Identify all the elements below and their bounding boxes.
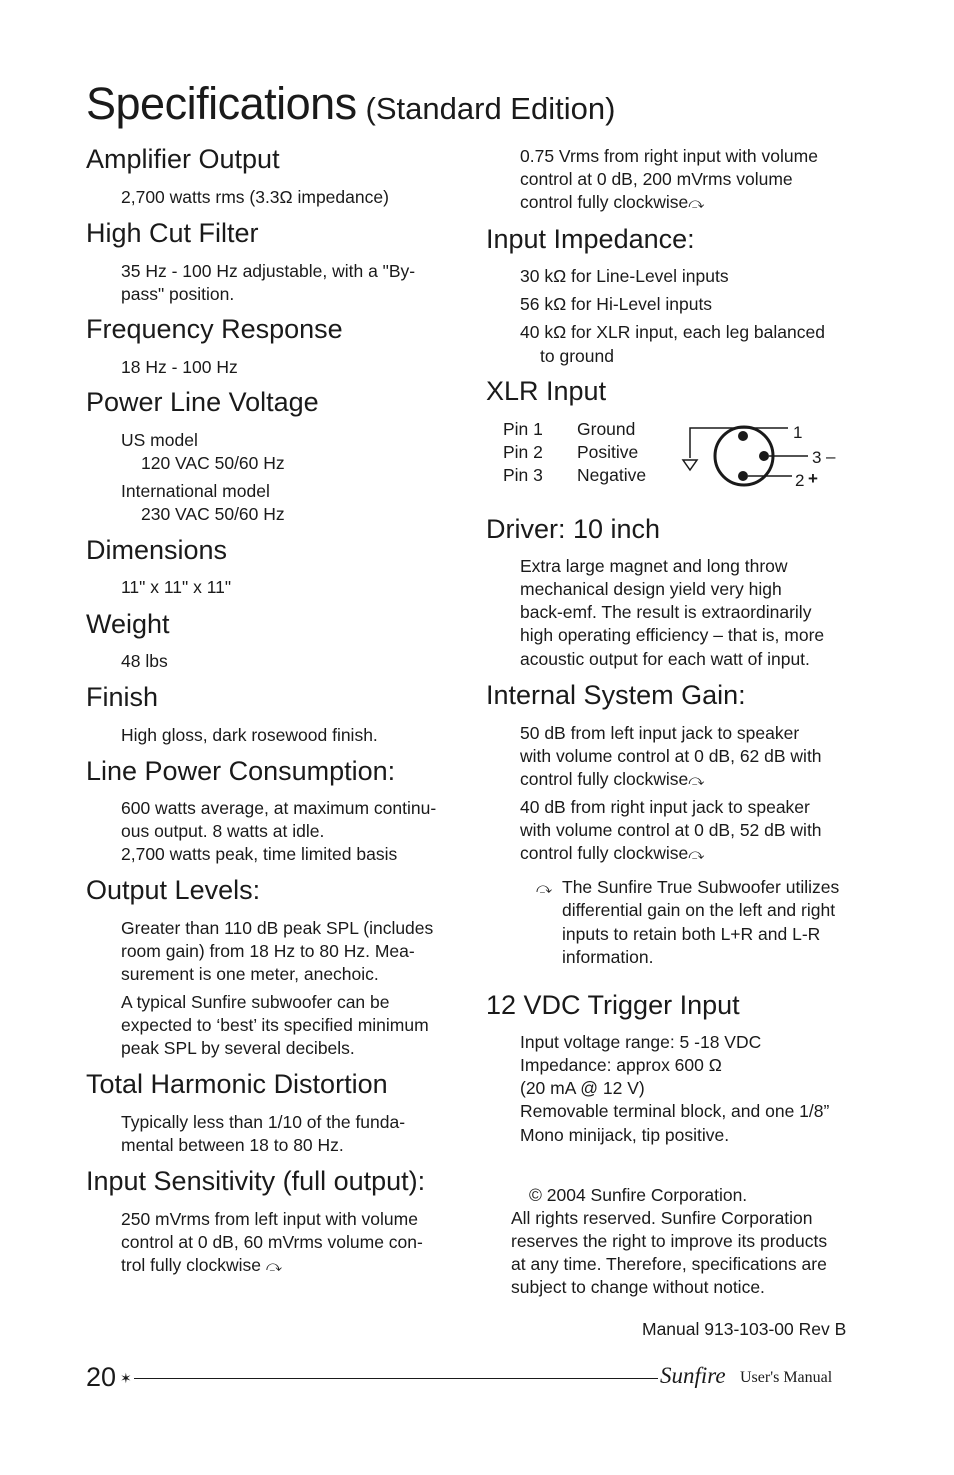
dimensions-value: 11" x 11" x 11": [121, 577, 232, 597]
input-sensitivity-line-2: control at 0 dB, 60 mVrms volume con-: [121, 1232, 423, 1252]
copyright-line-5: subject to change without notice.: [511, 1277, 765, 1297]
footer-rule: [134, 1378, 658, 1379]
input-sensitivity-line-6-text: control fully clockwise: [520, 192, 689, 212]
heading-internal-system-gain: Internal System Gain:: [486, 680, 746, 710]
copyright-line-4: at any time. Therefore, specifications are: [511, 1254, 827, 1274]
power-line-us-value: 120 VAC 50/60 Hz: [141, 453, 285, 473]
trigger-line-4: Removable terminal block, and one 1/8”: [520, 1101, 830, 1121]
input-impedance-line-2: 56 kΩ for Hi-Level inputs: [520, 294, 713, 314]
xlr-label-3-sign: –: [826, 447, 836, 466]
heading-xlr-input: XLR Input: [486, 376, 607, 406]
heading-line-power-consumption: Line Power Consumption:: [86, 756, 396, 786]
line-power-line-2: ous output. 8 watts at idle.: [121, 821, 325, 841]
gain-line-3: [520, 768, 704, 792]
input-sensitivity-line-3: [121, 1254, 282, 1278]
driver-line-2: mechanical design yield very high: [520, 579, 782, 599]
copyright-line-1: © 2004 Sunfire Corporation.: [529, 1185, 748, 1205]
page-title-main: Specifications: [86, 78, 357, 129]
footer-star-icon: ✶: [120, 1370, 132, 1386]
page-number: 20: [86, 1362, 117, 1392]
trigger-line-5: Mono minijack, tip positive.: [520, 1125, 730, 1145]
heading-driver: Driver: 10 inch: [486, 514, 661, 544]
thd-line-1: Typically less than 1/10 of the funda-: [121, 1112, 406, 1132]
xlr-pin-2-dot: [738, 471, 748, 481]
output-levels-line-5: expected to ‘best’ its specified minimum: [121, 1015, 429, 1035]
xlr-pin-2-number: Pin 2: [503, 442, 543, 462]
high-cut-filter-line-2: pass" position.: [121, 284, 235, 304]
trigger-line-1: Input voltage range: 5 -18 VDC: [520, 1032, 762, 1052]
input-sensitivity-line-4: 0.75 Vrms from right input with volume: [520, 146, 818, 166]
xlr-label-1: 1: [793, 423, 803, 442]
copyright-line-2: All rights reserved. Sunfire Corporation: [511, 1208, 813, 1228]
xlr-pin-3-number: Pin 3: [503, 465, 543, 485]
xlr-label-3: 3: [812, 448, 822, 467]
output-levels-line-6: peak SPL by several decibels.: [121, 1038, 355, 1058]
gain-line-4: 40 dB from right input jack to speaker: [520, 797, 810, 817]
gain-line-6: [520, 842, 704, 866]
driver-line-4: high operating efficiency – that is, more: [520, 625, 825, 645]
gain-note-line-3: inputs to retain both L+R and L-R: [562, 924, 821, 944]
xlr-label-2-sign: +: [808, 469, 818, 488]
output-levels-line-1: Greater than 110 dB peak SPL (includes: [121, 918, 434, 938]
power-line-intl-label: International model: [121, 481, 270, 501]
gain-line-1: 50 dB from left input jack to speaker: [520, 723, 800, 743]
power-line-us-label: US model: [121, 430, 198, 450]
xlr-pin-2-function: Positive: [577, 442, 639, 462]
footer-manual-label: User's Manual: [740, 1369, 833, 1386]
driver-line-3: back-emf. The result is extraordinarily: [520, 602, 812, 622]
manual-number: Manual 913-103-00 Rev B: [642, 1319, 847, 1339]
gain-line-5: with volume control at 0 dB, 52 dB with: [520, 820, 822, 840]
copyright-line-3: reserves the right to improve its products: [511, 1231, 828, 1251]
line-power-line-3: 2,700 watts peak, time limited basis: [121, 844, 398, 864]
weight-value: 48 lbs: [121, 651, 168, 671]
heading-total-harmonic-distortion: Total Harmonic Distortion: [86, 1069, 388, 1099]
ground-symbol-icon: [683, 460, 697, 470]
input-sensitivity-line-3-text: trol fully clockwise: [121, 1255, 262, 1275]
driver-line-1: Extra large magnet and long throw: [520, 556, 788, 576]
gain-line-2: with volume control at 0 dB, 62 dB with: [520, 746, 822, 766]
heading-power-line-voltage: Power Line Voltage: [86, 387, 319, 417]
input-impedance-line-4: to ground: [540, 346, 614, 366]
heading-input-sensitivity: Input Sensitivity (full output):: [86, 1166, 426, 1196]
heading-trigger-input: 12 VDC Trigger Input: [486, 990, 740, 1020]
heading-output-levels: Output Levels:: [86, 875, 261, 905]
clockwise-symbol-icon: ⤼: [688, 772, 705, 789]
gain-line-3-text: control fully clockwise: [520, 769, 689, 789]
driver-line-5: acoustic output for each watt of input.: [520, 649, 810, 669]
xlr-pin-3-function: Negative: [577, 465, 647, 485]
gain-note-line-4: information.: [562, 947, 654, 967]
output-levels-line-2: room gain) from 18 Hz to 80 Hz. Mea-: [121, 941, 415, 961]
amplifier-output-value: 2,700 watts rms (3.3Ω impedance): [121, 187, 389, 207]
heading-input-impedance: Input Impedance:: [486, 224, 695, 254]
clockwise-symbol-icon: ⤼: [265, 1258, 282, 1275]
input-impedance-line-1: 30 kΩ for Line-Level inputs: [520, 266, 729, 286]
clockwise-symbol-icon: ⤼: [536, 880, 553, 897]
xlr-label-2: 2: [795, 471, 805, 490]
xlr-pin-1-function: Ground: [577, 419, 636, 439]
trigger-line-2: Impedance: approx 600 Ω: [520, 1055, 722, 1075]
trigger-line-3: (20 mA @ 12 V): [520, 1078, 645, 1098]
input-sensitivity-line-6: [520, 191, 704, 215]
power-line-intl-value: 230 VAC 50/60 Hz: [141, 504, 285, 524]
footer-brand: Sunfire: [660, 1363, 726, 1388]
output-levels-line-4: A typical Sunfire subwoofer can be: [121, 992, 390, 1012]
clockwise-symbol-icon: ⤼: [688, 195, 705, 212]
gain-note-line-2: differential gain on the left and right: [562, 900, 836, 920]
xlr-pin-3-dot: [759, 451, 769, 461]
page-title: [86, 78, 615, 130]
gain-note-line-1: The Sunfire True Subwoofer utilizes: [562, 877, 840, 897]
xlr-pin-1-number: Pin 1: [503, 419, 543, 439]
frequency-response-value: 18 Hz - 100 Hz: [121, 357, 238, 377]
heading-weight: Weight: [86, 609, 170, 639]
line-power-line-1: 600 watts average, at maximum continu-: [121, 798, 437, 818]
high-cut-filter-line-1: 35 Hz - 100 Hz adjustable, with a "By-: [121, 261, 416, 281]
page-title-sub: (Standard Edition): [365, 91, 616, 126]
heading-amplifier-output: Amplifier Output: [86, 144, 280, 174]
xlr-pin-1-dot: [738, 431, 748, 441]
input-impedance-line-3: 40 kΩ for XLR input, each leg balanced: [520, 322, 825, 342]
input-sensitivity-line-1: 250 mVrms from left input with volume: [121, 1209, 418, 1229]
gain-line-6-text: control fully clockwise: [520, 843, 689, 863]
input-sensitivity-line-5: control at 0 dB, 200 mVrms volume: [520, 169, 793, 189]
output-levels-line-3: surement is one meter, anechoic.: [121, 964, 379, 984]
heading-dimensions: Dimensions: [86, 535, 228, 565]
heading-high-cut-filter: High Cut Filter: [86, 218, 259, 248]
heading-frequency-response: Frequency Response: [86, 314, 343, 344]
clockwise-symbol-icon: ⤼: [688, 846, 705, 863]
xlr-connector-diagram: [680, 418, 850, 498]
finish-value: High gloss, dark rosewood finish.: [121, 725, 378, 745]
heading-finish: Finish: [86, 682, 159, 712]
thd-line-2: mental between 18 to 80 Hz.: [121, 1135, 344, 1155]
